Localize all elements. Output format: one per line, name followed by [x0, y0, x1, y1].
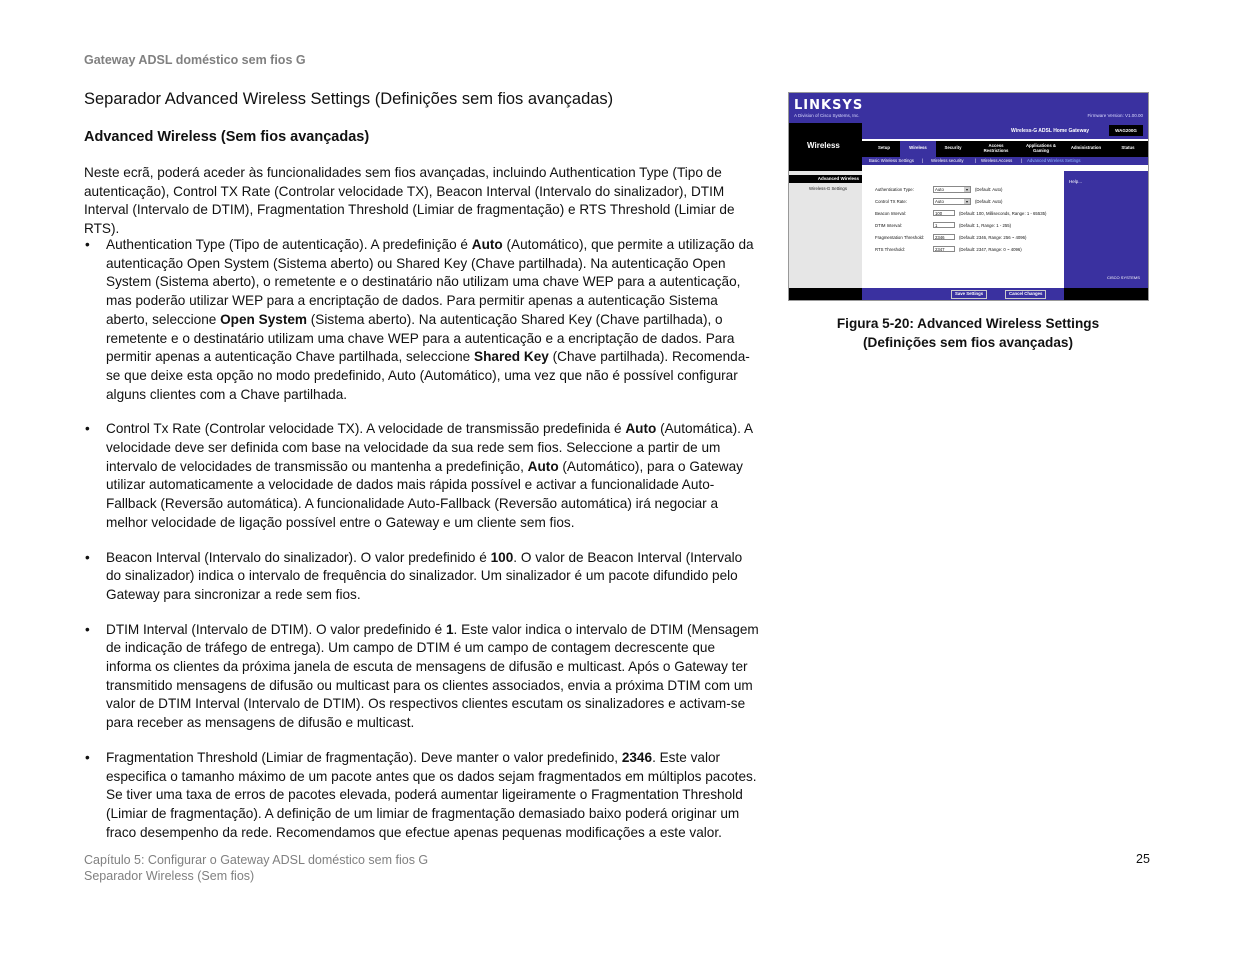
tab-access-restrictions: Access Restrictions — [983, 143, 1009, 153]
row-label: RTS Threshold: — [875, 247, 905, 252]
chevron-down-icon: ▾ — [965, 187, 968, 192]
tab-wireless: Wireless — [909, 145, 927, 150]
left-nav-item: Wireless-G Settings — [809, 186, 847, 191]
row-label: Authentication Type: — [875, 187, 914, 192]
help-label: Help... — [1069, 179, 1083, 184]
bullet-glyph: • — [85, 549, 90, 565]
logo-subtitle: A Division of Cisco Systems, Inc. — [794, 113, 860, 118]
bullet-glyph: • — [85, 621, 90, 637]
row-label: Control TX Rate: — [875, 199, 907, 204]
row-default: (Default: 1, Range: 1 - 255) — [959, 223, 1012, 228]
row-default: (Default: 100, Milliseconds, Range: 1 - 65535) — [959, 211, 1047, 216]
subtab-sep: | — [975, 158, 977, 163]
row-default: (Default: 2347, Range: 0 ~ 4096) — [959, 247, 1022, 252]
intro-paragraph: Neste ecrã, poderá aceder às funcionalidades sem fios avançadas, incluindo Authentication Type (Tipo de autenticação), Control TX Rate (Controlar velocidade TX), Beacon Interval (Intervalo do sinalizador), DTIM Interval (Intervalo de DTIM), Fragmentation Threshold (Limiar de fragmentação) e RTS Threshold (Limiar de RTS). — [84, 165, 735, 237]
gateway-bar — [862, 123, 1148, 139]
bullet-glyph: • — [85, 421, 90, 437]
model-badge: WAG200G — [1109, 125, 1143, 136]
subtab-basic: Basic Wireless Settings — [869, 158, 914, 163]
bottom-left-block — [789, 288, 862, 300]
bullet-glyph: • — [85, 749, 90, 765]
firmware-version: Firmware Version: V1.00.00 — [1087, 113, 1143, 118]
figure-screenshot — [788, 92, 1149, 301]
caption-line-1: Figura 5-20: Advanced Wireless Settings — [836, 316, 1100, 331]
bullet-authentication-type: • Authentication Type (Tipo de autenticação). A predefinição é Auto (Automático), que permite a utilização da autenticação Open System (Sistema aberto) ou Shared Key (Chave partilhada). Na autenticação Open System (Sistema aberto), o remetente e o destinatário não utilizam uma chave WEP para a autenticação, mas poderão utilizar WEP para a encriptação de dados. Para permitir apenas a autenticação Sistema aberto, seleccione Open System (Sistema aberto). Na autenticação Shared Key (Chave partilhada), o remetente e o destinatário utilizam uma chave WEP para a autenticação e a encriptação de dados. Para permitir apenas a autenticação Chave partilhada, seleccione Shared Key (Chave partilhada). Recomenda-se que deixe esta opção no modo predefinido, Auto (Automático), uma vez que não é possível configurar alguns clientes com a Chave partilhada. — [85, 237, 754, 402]
bullet-dtim-interval: • DTIM Interval (Intervalo de DTIM). O valor predefinido é 1. Este valor indica o intervalo de DTIM (Mensagem de indicação de tráfego de entrega). Um campo de DTIM é um campo de contagem decrescente que informa os clientes da próxima janela de escuta de mensagens de difusão e multicast. Após o Gateway ter transmitido mensagens de difusão ou multicast para os clientes associados, envia a próxima DTIM com um valor de DTIM Interval (Intervalo de DTIM). Os respectivos clientes escutam os sinalizadores e activam-se para receber as mensagens de difusão e multicast. — [85, 621, 759, 731]
subtab-sep: | — [1021, 158, 1023, 163]
page-number: 25 — [1136, 852, 1150, 866]
bottom-right-block — [1064, 288, 1148, 300]
linksys-logo: LINKSYS — [794, 98, 864, 113]
bullet-list — [84, 236, 760, 858]
footer-line-1: Capítulo 5: Configurar o Gateway ADSL doméstico sem fios G — [84, 853, 429, 867]
subtab-security: Wireless security — [931, 158, 964, 163]
rts-threshold-input: 2347 — [933, 246, 955, 252]
bullet-control-tx-rate: • Control Tx Rate (Controlar velocidade TX). A velocidade de transmissão predefinida é Auto (Automática). A velocidade deve ser definida com base na velocidade da sua rede sem fios. Seleccione a partir de um intervalo de velocidades de transmissão ou mantenha a predefinição, Auto (Automático), para o Gateway utilizar automaticamente a velocidade de dados mais rápida possível e activar a funcionalidade Auto-Fallback (Reversão automática). A funcionalidade Auto-Fallback (Reversão automática) irá negociar a melhor velocidade de ligação possível entre o Gateway e um cliente sem fios. — [85, 421, 753, 530]
tab-status: Status — [1121, 145, 1135, 150]
subsection-title: Advanced Wireless (Sem fios avançadas) — [84, 129, 370, 145]
bullet-beacon-interval: • Beacon Interval (Intervalo do sinalizador). O valor predefinido é 100. O valor de Beacon Interval (Intervalo do sinalizador) indica o intervalo de frequência do sinalizador. Um sinalizador é um pacote difundido pelo Gateway para sincronizar a rede sem fios. — [85, 549, 743, 602]
bullet-fragmentation-threshold: • Fragmentation Threshold (Limiar de fragmentação). Deve manter o valor predefinido, 2346. Este valor especifica o tamanho máximo de um pacote antes que os dados sejam fragmentados em múltiplos pacotes. Se tiver uma taxa de erros de pacotes elevada, poderá aumentar ligeiramente o Fragmentation Threshold (Limiar de fragmentação). A definição de um limiar de fragmentação demasiado baixo poderá originar um fraco desempenho da rede. Recomendamos que efectue apenas pequenas modificações a este valor. — [85, 749, 757, 840]
tab-applications-gaming: Applications & Gaming — [1025, 143, 1057, 153]
figure-caption — [790, 314, 1146, 352]
subtab-access: Wireless Access — [981, 158, 1013, 163]
chevron-down-icon: ▾ — [965, 199, 968, 204]
tab-administration: Administration — [1070, 145, 1102, 150]
running-header: Gateway ADSL doméstico sem fios G — [84, 53, 306, 67]
tab-security: Security — [944, 145, 962, 150]
save-settings-button: Save Settings — [951, 290, 987, 299]
gateway-title: Wireless-G ADSL Home Gateway — [1011, 128, 1090, 134]
left-nav-heading: Advanced Wireless — [789, 175, 862, 183]
tab-setup: Setup — [878, 145, 890, 150]
help-pane — [1064, 171, 1148, 288]
row-label: DTIM Interval: — [875, 223, 902, 228]
subtab-sep: | — [922, 158, 924, 163]
row-default: (Default: Auto) — [975, 187, 1003, 192]
cancel-changes-button: Cancel Changes — [1005, 290, 1046, 299]
auth-type-select: Auto ▾ — [933, 186, 971, 193]
row-label: Fragmentation Threshold: — [875, 235, 925, 240]
fragmentation-input: 2346 — [933, 234, 955, 240]
beacon-interval-input: 100 — [933, 210, 955, 216]
row-label: Beacon Interval: — [875, 211, 907, 216]
section-label: Wireless — [807, 141, 840, 150]
section-title: Separador Advanced Wireless Settings (Definições sem fios avançadas) — [84, 90, 614, 108]
row-default: (Default: 2346, Range: 256 ~ 4096) — [959, 235, 1027, 240]
caption-line-2: (Definições sem fios avançadas) — [862, 335, 1074, 350]
footer-line-2: Separador Wireless (Sem fios) — [84, 869, 255, 883]
footer-chapter — [84, 852, 428, 884]
row-default: (Default: Auto) — [975, 199, 1003, 204]
subtab-advanced: Advanced Wireless Settings — [1027, 158, 1081, 163]
dtim-interval-input: 1 — [933, 222, 955, 228]
bullet-glyph: • — [85, 237, 90, 252]
cisco-logo: CISCO SYSTEMS — [1107, 275, 1140, 280]
tx-rate-select: Auto ▾ — [933, 198, 971, 205]
